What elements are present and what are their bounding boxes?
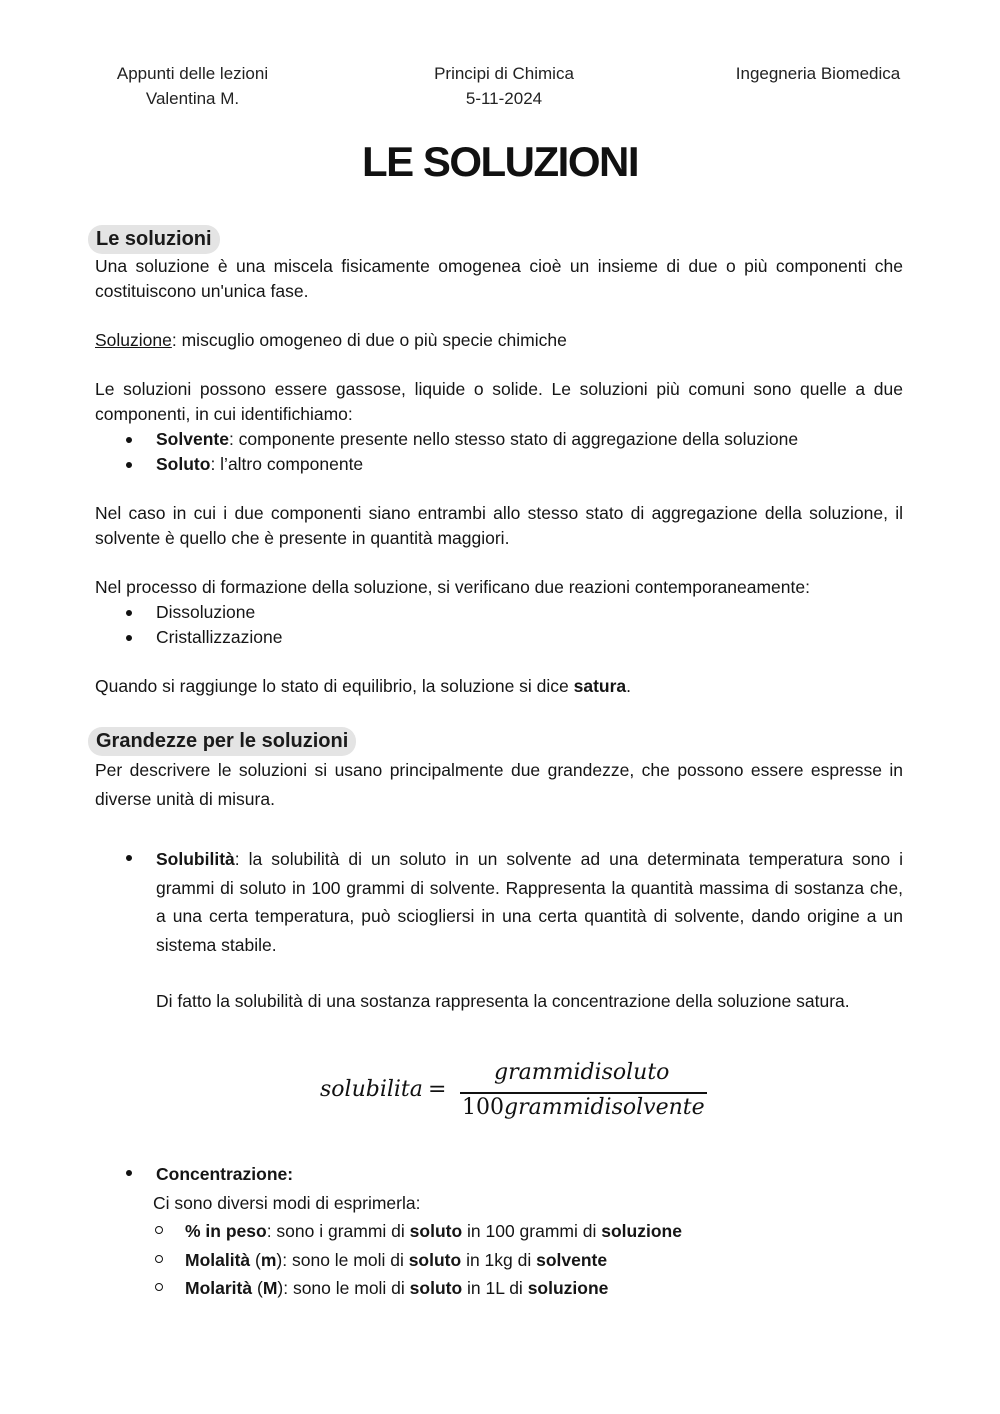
definition-text: : miscuglio omogeneo di due o più specie chimiche: [171, 330, 567, 350]
section-le-soluzioni: [95, 225, 903, 699]
paragraph-quantities: Per descrivere le soluzioni si usano principalmente due grandezze, che possono essere espresse in diverse unità di misura.: [95, 760, 903, 809]
formula-lhs: solubilita: [320, 1077, 423, 1102]
components-list: [95, 427, 903, 477]
list-item: Cristallizzazione: [95, 625, 903, 650]
fraction-bar: [460, 1092, 707, 1094]
header-left: [100, 61, 285, 111]
concentration-intro: Ci sono diversi modi di esprimerla:: [153, 1192, 421, 1213]
header-center: [404, 61, 604, 111]
paragraph-same-state: Nel caso in cui i due componenti siano entrambi allo stesso stato di aggregazione della soluzione, il solvente è quello che è presente in quantità maggiori.: [95, 503, 903, 548]
list-item-molality: Molalità (m): sono le moli di soluto in 1kg di solvente: [95, 1246, 903, 1275]
process-list: [95, 600, 903, 650]
solubility-formula: [320, 1058, 720, 1124]
solubility-note: Di fatto la solubilità di una sostanza rappresenta la concentrazione della soluzione satura.: [156, 991, 850, 1011]
paragraph-definition: Una soluzione è una miscela fisicamente omogenea cioè un insieme di due o più componenti che costituiscono un'unica fase.: [95, 256, 903, 301]
item-text: : componente presente nello stesso stato di aggregazione della soluzione: [228, 429, 799, 449]
concentration-list: [95, 1160, 903, 1189]
list-item: Dissoluzione: [95, 600, 903, 625]
term-soluzione: Soluzione: [95, 330, 172, 350]
term-soluto: Soluto: [156, 454, 211, 474]
list-item: [95, 427, 903, 452]
paragraph-process: Nel processo di formazione della soluzione, si verificano due reazioni contemporaneamente:: [95, 577, 810, 597]
section-heading: Le soluzioni: [88, 225, 220, 254]
list-item: [95, 452, 903, 477]
solubility-text: : la solubilità di un soluto in un solvente ad una determinata temperatura sono i grammi di soluto in 100 grammi di solvente. Rappresenta la quantità massima di sostanza che, a una certa temperatura, può sciogliersi in una certa quantità di solvente, dando origine a un sistema stabile.: [156, 849, 903, 955]
header-date: 5-11-2024: [465, 89, 543, 108]
list-item: [95, 845, 903, 1016]
header-author: Valentina M.: [145, 89, 240, 108]
section-heading: Grandezze per le soluzioni: [88, 727, 356, 756]
term-concentrazione: Concentrazione:: [156, 1164, 294, 1184]
item-text: : l’altro componente: [210, 454, 364, 474]
paragraph-saturation: Quando si raggiunge lo stato di equilibrio, la soluzione si dice satura.: [95, 676, 632, 696]
term-solubilita: Solubilità: [156, 849, 235, 869]
term-satura: satura: [573, 676, 627, 696]
page-title: LE SOLUZIONI: [362, 138, 638, 185]
formula-equals: =: [428, 1077, 447, 1102]
section-grandezze: [95, 727, 903, 813]
list-item-molarity: Molarità (M): sono le moli di soluto in 1L di soluzione: [95, 1274, 903, 1303]
header-subject: Principi di Chimica: [434, 64, 574, 83]
header-right: [712, 61, 924, 86]
formula-denominator: 100grammidisolvente: [462, 1095, 705, 1120]
paragraph-types: Le soluzioni possono essere gassose, liquide o solide. Le soluzioni più comuni sono quelle a due componenti, in cui identifichiamo:: [95, 379, 903, 424]
term-solvente: Solvente: [156, 429, 229, 449]
paragraph-solution-definition: [95, 328, 903, 353]
header-degree: Ingegneria Biomedica: [735, 64, 901, 83]
solubility-block: [95, 845, 903, 1016]
header-course-notes: Appunti delle lezioni: [116, 64, 269, 83]
list-item-percent-weight: % in peso: sono i grammi di soluto in 100 grammi di soluzione: [95, 1217, 903, 1246]
formula-numerator: grammidisoluto: [494, 1060, 670, 1085]
list-item: [95, 1160, 903, 1189]
measures-list: [95, 1217, 903, 1303]
concentration-block: [95, 1160, 903, 1303]
solubility-list: [95, 845, 903, 1016]
